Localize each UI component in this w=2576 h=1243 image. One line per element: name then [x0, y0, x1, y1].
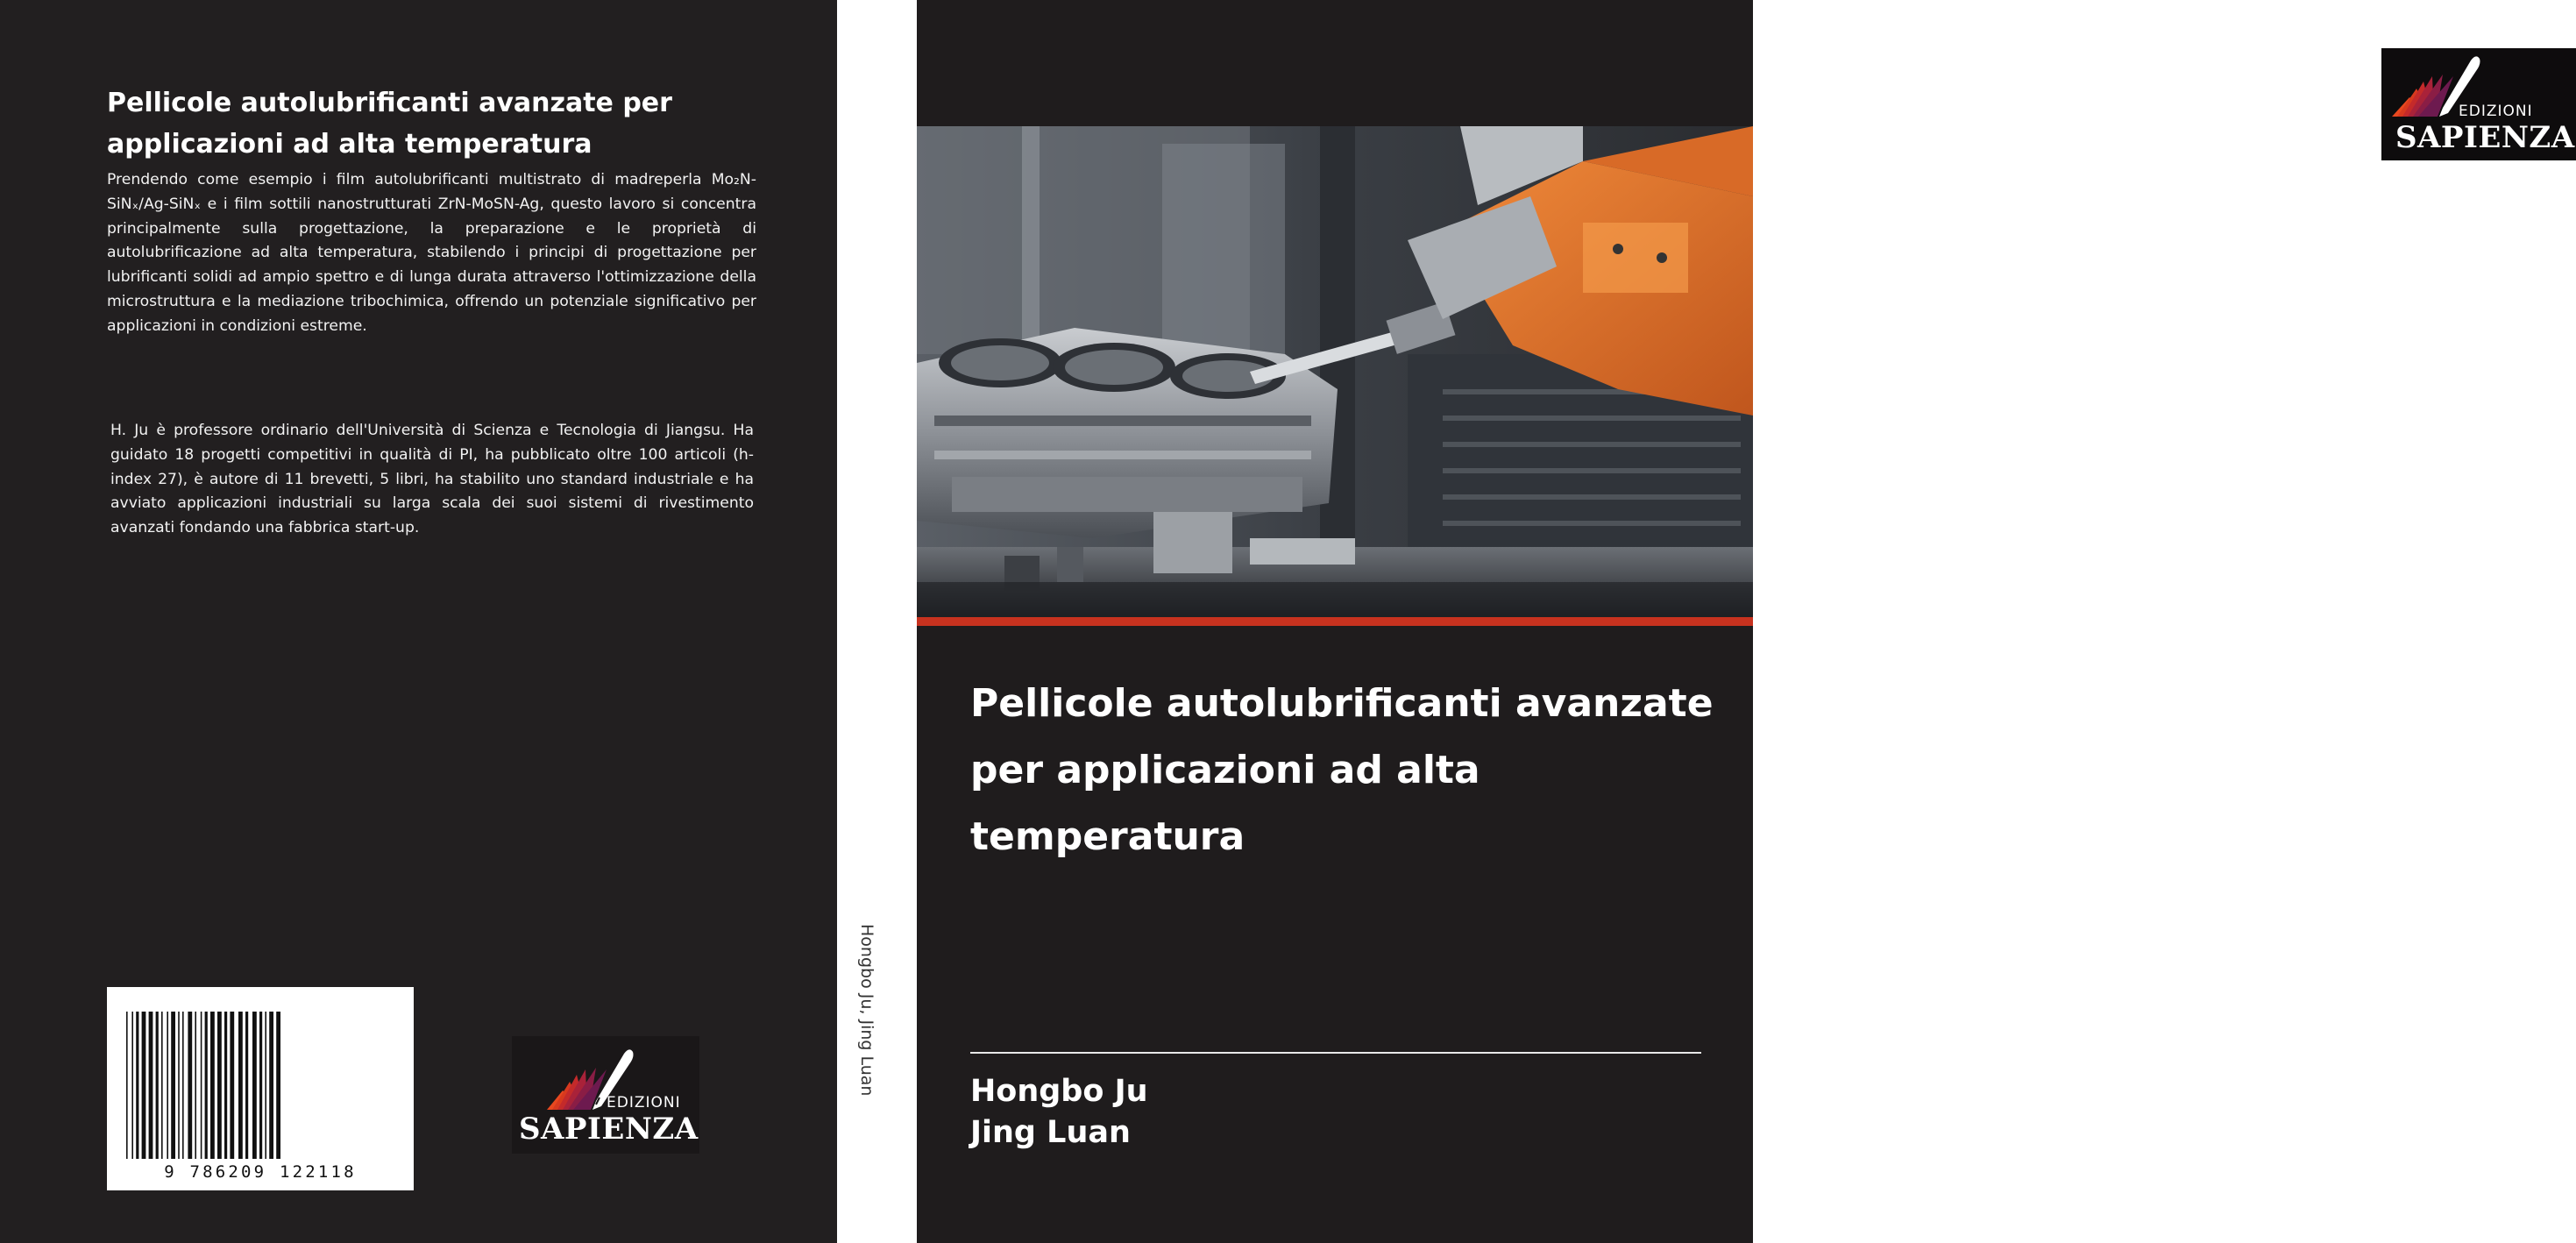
logo-brand: SAPIENZA: [519, 1112, 699, 1147]
cover-photo-engine-machining: [917, 126, 1753, 622]
barcode-bar: [238, 1012, 243, 1159]
barcode-bar: [156, 1012, 159, 1159]
barcode-digits: 9 786209 122118: [164, 1162, 357, 1182]
barcode-bar: [224, 1012, 227, 1159]
barcode-bar: [167, 1012, 168, 1159]
barcode-bar: [149, 1012, 153, 1159]
barcode-bar: [136, 1012, 138, 1159]
back-cover: [0, 0, 837, 1243]
barcode-bar: [142, 1012, 146, 1159]
publisher-logo-front: [2381, 48, 2576, 160]
front-cover: [917, 0, 2575, 1243]
back-cover-title: Pellicole autolubrificanti avanzate per applicazioni ad alta temperatura: [107, 88, 672, 160]
barcode-bar: [265, 1012, 266, 1159]
author-name: Hongbo Ju: [970, 1074, 1148, 1109]
barcode-bar: [182, 1012, 184, 1159]
red-accent-bar: [917, 617, 1753, 626]
barcode-bar: [161, 1012, 163, 1159]
front-cover-title: Pellicole autolubrificanti avanzate per applicazioni ad alta temperatura: [970, 681, 1714, 859]
barcode-bar: [259, 1012, 262, 1159]
barcode-bar: [276, 1012, 280, 1159]
front-cover-authors: [970, 1071, 1148, 1154]
author-bio: H. Ju è professore ordinario dell'Università di Scienza e Tecnologia di Jiangsu. Ha guidato 18 progetti competitivi in qualità di PI, ha pubblicato oltre 100 articoli (h-index 27), è autore di 11 brevetti, 5 libri, ha stabilito uno standard industriale e ha avviato applicazioni industriali su larga scala dei suoi sistemi di rivestimento avanzati fondando una fabbrica start-up.: [110, 422, 754, 537]
back-cover-description: Prendendo come esempio i film autolubrificanti multistrato di madreperla Mo₂N-SiNₓ/Ag-SiNₓ e i film sottili nanostrutturati ZrN-MoSN-Ag, questo lavoro si concentra principalmente sulla progettazione, la preparazione e le proprietà di autolubrificazione ad alta temperatura, stabilendo i principi di progettazione per lubrificanti solidi ad ampio spettro e di lunga durata attraverso l'ottimizzazione della microstruttura e la mediazione tribochimica, offrendo un potenziale significativo per applicazioni in condizioni estreme.: [107, 171, 756, 335]
barcode-bar: [230, 1012, 234, 1159]
barcode-bar: [217, 1012, 222, 1159]
title-divider: [970, 1052, 1701, 1054]
barcode-bar: [269, 1012, 273, 1159]
barcode-bar: [126, 1012, 128, 1159]
barcode-bar: [205, 1012, 208, 1159]
logo-imprint: EDIZIONI: [2459, 103, 2533, 120]
barcode-bar: [252, 1012, 257, 1159]
spine: [837, 0, 917, 1243]
barcode-bar: [178, 1012, 180, 1159]
barcode-bar: [188, 1012, 192, 1159]
barcode-bar: [201, 1012, 202, 1159]
spine-authors: Hongbo Ju, Jing Luan: [857, 924, 876, 1097]
logo-brand: SAPIENZA: [2395, 120, 2575, 155]
barcode-bars: [107, 987, 414, 1162]
logo-imprint: EDIZIONI: [607, 1094, 681, 1112]
engine-block-machining-image: [917, 126, 1753, 622]
barcode-bar: [131, 1012, 133, 1159]
barcode-bar: [210, 1012, 215, 1159]
author-name: Jing Luan: [970, 1115, 1131, 1150]
isbn-barcode: [107, 987, 414, 1190]
barcode-bar: [245, 1012, 248, 1159]
barcode-bar: [171, 1012, 175, 1159]
barcode-bar: [195, 1012, 196, 1159]
publisher-logo-back: [512, 1036, 699, 1154]
